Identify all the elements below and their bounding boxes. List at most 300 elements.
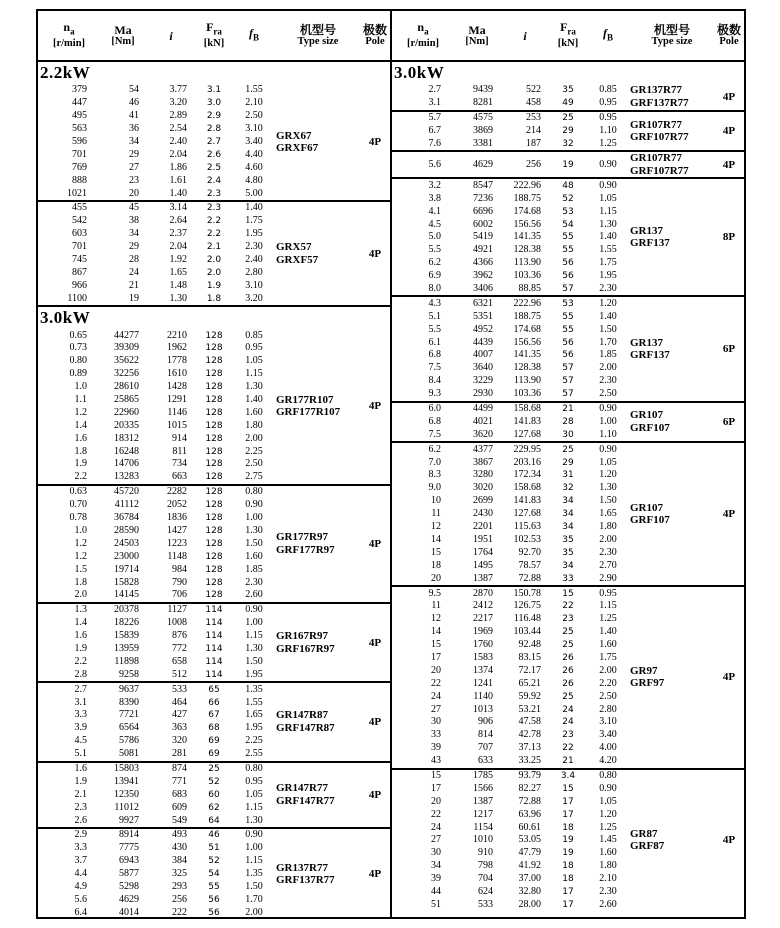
cell-fb: 1.25 — [599, 821, 617, 833]
cell-ma: 533 — [478, 898, 493, 910]
cell-ma: 1217 — [473, 808, 493, 820]
cell-ma: 4629 — [119, 893, 139, 905]
cell-i: 914 — [172, 432, 187, 444]
cell-na: 3.2 — [428, 179, 441, 191]
cell-fb: 1.20 — [599, 808, 617, 820]
cell-fra: 25 — [562, 691, 574, 702]
cell-fra: 23 — [562, 730, 574, 741]
cell-i: 1.48 — [169, 279, 187, 291]
cell-fb: 1.95 — [245, 228, 263, 240]
cell-i: 363 — [172, 722, 187, 734]
cell-ma: 4366 — [473, 257, 493, 269]
type-size-cell — [630, 84, 714, 110]
cell-ma: 39309 — [114, 342, 139, 354]
cell-i: 2.64 — [169, 215, 187, 227]
cell-ma: 4921 — [473, 244, 493, 256]
cell-fb: 2.00 — [599, 664, 617, 676]
table-left-half — [38, 11, 392, 917]
gear-type-block — [392, 110, 744, 151]
cell-fb: 4.20 — [599, 755, 617, 767]
cell-fb: 1.60 — [599, 639, 617, 651]
type-size-cell — [276, 329, 360, 484]
cell-fra: 24 — [562, 704, 574, 715]
type-size-line: GR137R77 — [276, 861, 328, 874]
cell-ma: 1154 — [473, 821, 493, 833]
cell-na: 3.1 — [428, 97, 441, 109]
type-size-line: GRF107 — [630, 514, 670, 527]
cell-fra: 17 — [562, 809, 574, 820]
cell-fra: 114 — [205, 656, 223, 667]
cell-ma: 4952 — [473, 323, 493, 335]
cell-na: 30 — [431, 716, 441, 728]
cell-fra: 25 — [208, 763, 220, 774]
cell-fra: 3.4 — [560, 770, 576, 781]
cell-na: 3.3 — [74, 842, 87, 854]
cell-na: 1.2 — [74, 406, 87, 418]
cell-ma: 9637 — [119, 683, 139, 695]
cell-i: 141.35 — [513, 349, 541, 361]
col-header-i: i — [523, 28, 527, 43]
pole-cell: 4P — [722, 671, 736, 684]
cell-i: 83.15 — [518, 651, 541, 663]
cell-fra: 128 — [205, 330, 223, 341]
col-header-pole: 极数 Pole — [716, 22, 741, 47]
cell-na: 3.7 — [74, 855, 87, 867]
cell-i: 174.68 — [513, 323, 541, 335]
cell-fb: 2.80 — [245, 266, 263, 278]
pole-cell: 4P — [368, 247, 382, 260]
cell-na: 542 — [72, 215, 87, 227]
cell-i: 1127 — [167, 604, 187, 616]
cell-na: 2.1 — [74, 788, 87, 800]
cell-na: 5.1 — [428, 310, 441, 322]
cell-fb: 5.00 — [245, 187, 263, 199]
cell-i: 42.78 — [518, 729, 541, 741]
cell-i: 1778 — [167, 355, 187, 367]
cell-fb: 0.90 — [245, 829, 263, 841]
type-size-line: GRX67 — [276, 129, 312, 142]
cell-ma: 3280 — [473, 469, 493, 481]
cell-na: 2.0 — [74, 589, 87, 601]
cell-na: 1.6 — [74, 762, 87, 774]
gear-type-block — [392, 401, 744, 442]
cell-ma: 20 — [129, 187, 139, 199]
cell-i: 172.34 — [513, 469, 541, 481]
cell-fra: 19 — [562, 159, 574, 170]
cell-na: 2.9 — [74, 829, 87, 841]
cell-ma: 19714 — [114, 563, 139, 575]
cell-i: 92.70 — [518, 546, 541, 558]
cell-fb: 1.00 — [245, 617, 263, 629]
cell-i: 1.92 — [169, 254, 187, 266]
cell-ma: 7236 — [473, 192, 493, 204]
cell-ma: 8281 — [473, 97, 493, 109]
cell-ma: 36 — [129, 123, 139, 135]
cell-na: 888 — [72, 174, 87, 186]
cell-fb: 1.15 — [245, 630, 263, 642]
gear-type-block — [392, 585, 744, 767]
cell-na: 1.2 — [74, 550, 87, 562]
type-size-cell — [630, 587, 714, 767]
cell-na: 11 — [431, 508, 441, 520]
cell-na: 11 — [431, 600, 441, 612]
cell-i: 1.86 — [169, 161, 187, 173]
cell-i: 874 — [172, 762, 187, 774]
cell-fb: 4.40 — [245, 148, 263, 160]
cell-na: 1021 — [67, 187, 87, 199]
cell-na: 0.63 — [69, 486, 87, 498]
cell-na: 6.7 — [428, 125, 441, 137]
cell-ma: 4575 — [473, 112, 493, 124]
cell-i: 2.54 — [169, 123, 187, 135]
cell-ma: 14145 — [114, 589, 139, 601]
power-section — [392, 62, 744, 911]
cell-i: 33.25 — [518, 755, 541, 767]
cell-na: 3.9 — [74, 722, 87, 734]
cell-ma: 6321 — [473, 297, 493, 309]
cell-fra: 31 — [562, 470, 574, 481]
cell-na: 17 — [431, 782, 441, 794]
cell-fb: 0.80 — [245, 486, 263, 498]
cell-i: 430 — [172, 842, 187, 854]
cell-fra: 67 — [208, 710, 220, 721]
cell-ma: 12350 — [114, 788, 139, 800]
cell-fra: 2.2 — [206, 216, 222, 227]
type-size-line: GRF107 — [630, 421, 670, 434]
cell-i: 113.90 — [513, 375, 541, 387]
cell-fb: 1.70 — [245, 893, 263, 905]
type-size-cell — [276, 486, 360, 602]
power-section — [38, 305, 390, 919]
cell-fb: 1.30 — [245, 381, 263, 393]
cell-fb: 2.60 — [599, 898, 617, 910]
cell-i: 1836 — [167, 512, 187, 524]
cell-fb: 2.55 — [245, 748, 263, 760]
pole-cell: 4P — [368, 636, 382, 649]
cell-i: 549 — [172, 814, 187, 826]
cell-fra: 2.0 — [206, 255, 222, 266]
cell-i: 3.14 — [169, 202, 187, 214]
cell-ma: 3406 — [473, 283, 493, 295]
type-size-line: GR167R97 — [276, 630, 328, 643]
col-header-type: 机型号 Type size — [651, 22, 693, 47]
pole-cell: 4P — [722, 125, 736, 138]
cell-fra: 53 — [562, 298, 574, 309]
cell-i: 1146 — [167, 406, 187, 418]
cell-ma: 25865 — [114, 394, 139, 406]
table-body-right — [392, 62, 744, 917]
cell-fb: 1.45 — [599, 834, 617, 846]
cell-na: 1.1 — [74, 394, 87, 406]
cell-fb: 3.10 — [599, 716, 617, 728]
cell-fb: 1.20 — [599, 469, 617, 481]
type-size-cell — [630, 112, 714, 151]
cell-ma: 5877 — [119, 868, 139, 880]
type-size-line: GR107 — [630, 501, 663, 514]
cell-fra: 34 — [562, 509, 574, 520]
cell-ma: 5081 — [119, 748, 139, 760]
cell-fb: 2.20 — [599, 677, 617, 689]
cell-i: 103.36 — [513, 388, 541, 400]
cell-i: 512 — [172, 668, 187, 680]
cell-i: 53.21 — [518, 703, 541, 715]
cell-na: 745 — [72, 254, 87, 266]
cell-i: 2.89 — [169, 110, 187, 122]
cell-ma: 46 — [129, 97, 139, 109]
type-size-cell — [630, 297, 714, 400]
cell-ma: 3869 — [473, 125, 493, 137]
cell-fra: 56 — [562, 337, 574, 348]
cell-fb: 1.10 — [599, 428, 617, 440]
cell-na: 27 — [431, 834, 441, 846]
cell-ma: 1764 — [473, 546, 493, 558]
pole-cell: 4P — [722, 508, 736, 521]
cell-fra: 2.7 — [206, 137, 222, 147]
cell-i: 63.96 — [518, 808, 541, 820]
cell-fra: 2.3 — [206, 188, 222, 199]
cell-fb: 1.05 — [245, 788, 263, 800]
cell-ma: 3229 — [473, 375, 493, 387]
gear-type-block — [392, 177, 744, 295]
cell-na: 5.6 — [74, 893, 87, 905]
cell-ma: 19 — [129, 292, 139, 304]
cell-fb: 3.10 — [245, 279, 263, 291]
type-size-cell — [630, 152, 714, 177]
type-size-line: GRF137R77 — [630, 96, 689, 109]
cell-na: 867 — [72, 266, 87, 278]
cell-fra: 17 — [562, 886, 574, 897]
cell-na: 1.9 — [74, 458, 87, 470]
cell-ma: 32256 — [114, 368, 139, 380]
cell-ma: 2430 — [473, 508, 493, 520]
cell-ma: 9439 — [473, 84, 493, 96]
cell-fra: 25 — [562, 113, 574, 124]
cell-fb: 4.60 — [245, 161, 263, 173]
cell-fb: 1.15 — [245, 801, 263, 813]
cell-i: 2052 — [167, 499, 187, 511]
cell-fra: 69 — [208, 736, 220, 747]
cell-na: 0.78 — [69, 512, 87, 524]
cell-fb: 1.40 — [245, 202, 263, 214]
gear-type-block — [392, 150, 744, 177]
cell-na: 4.3 — [428, 297, 441, 309]
cell-ma: 2412 — [473, 600, 493, 612]
cell-fb: 0.80 — [245, 762, 263, 774]
cell-ma: 1969 — [473, 626, 493, 638]
cell-fra: 18 — [562, 822, 574, 833]
cell-na: 9.5 — [428, 587, 441, 599]
cell-fra: 69 — [208, 749, 220, 760]
cell-fb: 1.30 — [245, 814, 263, 826]
cell-ma: 3640 — [473, 362, 493, 374]
cell-ma: 6002 — [473, 218, 493, 230]
cell-na: 966 — [72, 279, 87, 291]
cell-fra: 2.0 — [206, 267, 222, 278]
cell-fb: 1.05 — [599, 795, 617, 807]
cell-na: 5.7 — [428, 112, 441, 124]
cell-ma: 29 — [129, 148, 139, 160]
cell-i: 65.21 — [518, 677, 541, 689]
type-size-cell — [276, 604, 360, 681]
type-size-line: GR147R87 — [276, 709, 328, 722]
cell-i: 103.36 — [513, 270, 541, 282]
cell-fb: 4.00 — [599, 742, 617, 754]
cell-i: 1.61 — [169, 174, 187, 186]
cell-fra: 52 — [208, 776, 220, 787]
cell-i: 128.38 — [513, 244, 541, 256]
cell-na: 1.0 — [74, 524, 87, 536]
cell-ma: 1760 — [473, 639, 493, 651]
type-size-line: GRF177R97 — [276, 543, 335, 556]
cell-ma: 45 — [129, 202, 139, 214]
cell-i: 256 — [172, 893, 187, 905]
cell-fb: 3.20 — [245, 292, 263, 304]
cell-i: 187 — [526, 138, 541, 149]
type-size-line: GRXF57 — [276, 253, 319, 266]
cell-ma: 1374 — [473, 664, 493, 676]
cell-fb: 2.25 — [245, 735, 263, 747]
cell-fra: 128 — [205, 433, 223, 444]
cell-fb: 1.15 — [599, 205, 617, 217]
cell-na: 2.3 — [74, 801, 87, 813]
cell-fra: 2.3 — [206, 203, 222, 214]
cell-i: 141.83 — [513, 495, 541, 507]
cell-i: 116.48 — [513, 613, 541, 625]
cell-i: 37.00 — [518, 873, 541, 885]
cell-fb: 1.15 — [599, 600, 617, 612]
cell-i: 222.96 — [513, 179, 541, 191]
cell-na: 1100 — [67, 292, 87, 304]
cell-ma: 5298 — [119, 880, 139, 892]
cell-ma: 3020 — [473, 482, 493, 494]
pole-cell: 4P — [368, 715, 382, 728]
type-size-line: GRXF67 — [276, 142, 319, 154]
cell-fb: 2.80 — [599, 703, 617, 715]
cell-na: 2.2 — [74, 471, 87, 483]
cell-ma: 54 — [129, 84, 139, 96]
cell-fra: 65 — [208, 684, 220, 695]
type-size-line: GRX57 — [276, 241, 312, 254]
cell-fb: 1.05 — [599, 192, 617, 204]
cell-na: 20 — [431, 664, 441, 676]
cell-ma: 11012 — [114, 801, 139, 813]
cell-i: 222 — [172, 906, 187, 918]
gear-type-block — [38, 827, 390, 919]
cell-na: 12 — [431, 613, 441, 625]
cell-i: 1148 — [167, 550, 187, 562]
cell-fra: 34 — [562, 522, 574, 533]
cell-fra: 33 — [562, 573, 574, 584]
cell-i: 384 — [172, 855, 187, 867]
cell-fb: 1.70 — [599, 336, 617, 348]
cell-na: 8.0 — [428, 283, 441, 295]
cell-fra: 18 — [562, 874, 574, 885]
cell-i: 658 — [172, 655, 187, 667]
cell-fra: 52 — [562, 193, 574, 204]
cell-ma: 44277 — [114, 329, 139, 341]
cell-ma: 15803 — [114, 762, 139, 774]
cell-ma: 4499 — [473, 403, 493, 415]
cell-fra: 128 — [205, 343, 223, 354]
cell-fb: 1.35 — [245, 868, 263, 880]
cell-fra: 2.2 — [206, 229, 222, 240]
type-size-line: GRF167R97 — [276, 642, 335, 655]
cell-i: 47.79 — [518, 847, 541, 859]
cell-i: 115.63 — [513, 521, 541, 533]
cell-i: 188.75 — [513, 192, 541, 204]
cell-fra: 46 — [208, 830, 220, 841]
cell-fra: 128 — [205, 577, 223, 588]
cell-na: 769 — [72, 161, 87, 173]
cell-ma: 8914 — [119, 829, 139, 841]
cell-fb: 2.50 — [599, 388, 617, 400]
cell-i: 984 — [172, 563, 187, 575]
cell-fb: 0.90 — [245, 604, 263, 616]
cell-na: 10 — [431, 495, 441, 507]
cell-na: 15 — [431, 639, 441, 651]
cell-i: 188.75 — [513, 310, 541, 322]
cell-ma: 707 — [478, 742, 493, 754]
cell-ma: 633 — [478, 755, 493, 767]
cell-ma: 1010 — [473, 834, 493, 846]
gear-type-block — [392, 84, 744, 110]
cell-fb: 1.25 — [599, 613, 617, 625]
cell-i: 37.13 — [518, 742, 541, 754]
cell-fra: 128 — [205, 564, 223, 575]
cell-ma: 2217 — [473, 613, 493, 625]
cell-fra: 25 — [562, 627, 574, 638]
cell-i: 1962 — [167, 342, 187, 354]
cell-na: 1.9 — [74, 642, 87, 654]
cell-fb: 1.50 — [599, 495, 617, 507]
cell-fb: 1.40 — [245, 394, 263, 406]
cell-ma: 906 — [478, 716, 493, 728]
cell-fb: 1.30 — [599, 218, 617, 230]
cell-fb: 0.80 — [599, 769, 617, 781]
cell-fra: 52 — [208, 856, 220, 867]
cell-fra: 128 — [205, 513, 223, 524]
cell-fra: 54 — [208, 869, 220, 880]
cell-fb: 2.00 — [599, 362, 617, 374]
cell-fb: 1.50 — [245, 655, 263, 667]
cell-i: 2210 — [167, 329, 187, 341]
cell-na: 563 — [72, 123, 87, 135]
cell-na: 22 — [431, 808, 441, 820]
cell-ma: 28590 — [114, 524, 139, 536]
cell-fb: 3.40 — [599, 729, 617, 741]
cell-fb: 1.00 — [245, 512, 263, 524]
cell-i: 60.61 — [518, 821, 541, 833]
cell-i: 533 — [172, 683, 187, 695]
cell-fb: 4.80 — [245, 174, 263, 186]
cell-na: 2.7 — [74, 683, 87, 695]
cell-na: 51 — [431, 898, 441, 910]
cell-fb: 0.90 — [599, 158, 617, 170]
cell-fb: 1.75 — [245, 215, 263, 227]
cell-i: 1610 — [167, 368, 187, 380]
type-size-line: GR147R77 — [276, 782, 328, 795]
col-header-type: 机型号 Type size — [297, 22, 339, 47]
cell-ma: 3620 — [473, 428, 493, 440]
cell-na: 39 — [431, 873, 441, 885]
cell-ma: 22960 — [114, 406, 139, 418]
type-size-line: GRF137R77 — [276, 874, 335, 887]
power-section-title: 3.0kW — [40, 308, 91, 328]
type-size-line: GRF107R77 — [630, 131, 689, 144]
cell-i: 203.16 — [513, 456, 541, 468]
cell-i: 3.20 — [169, 97, 187, 109]
cell-na: 1.8 — [74, 576, 87, 588]
